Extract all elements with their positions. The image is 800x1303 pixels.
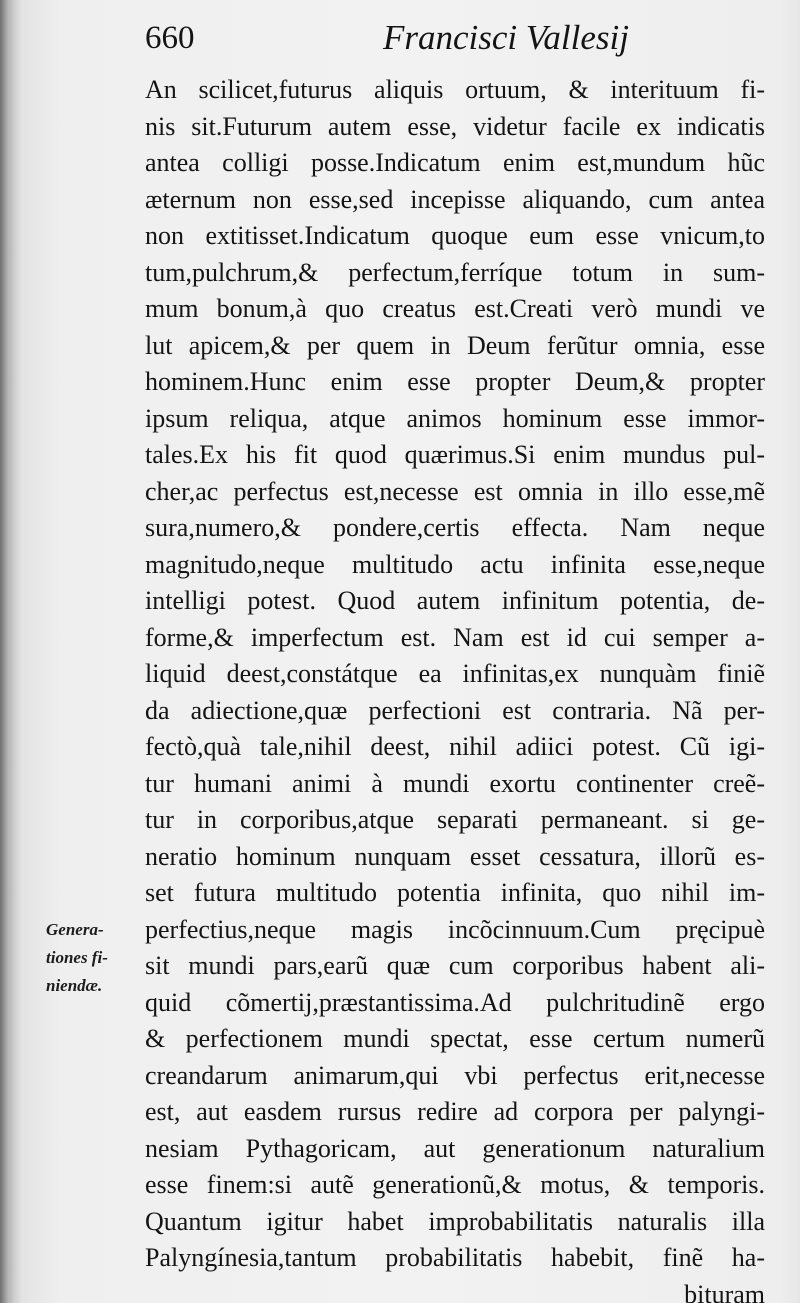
text-line: perfectius,neque magis incõcinnuum.Cum pręcipuè <box>145 914 765 944</box>
text-line: cher,ac perfectus est,necesse est omnia in illo esse,mẽ <box>145 476 765 506</box>
text-line: esse finem:si autẽ generationũ,& motus, & temporis. <box>145 1170 765 1199</box>
text-line: non extitisset.Indicatum quoque eum esse vnicum,to <box>145 221 765 250</box>
text-line: liquid deest,constátque ea infinitas,ex nunquàm finiẽ <box>145 659 765 688</box>
text-line: creandarum animarum,qui vbi perfectus erit,necesse <box>145 1060 765 1090</box>
text-line: Quantum igitur habet improbabilitatis naturalis illa <box>145 1206 765 1236</box>
text-line: antea colligi posse.Indicatum enim est,mundum hũc <box>145 148 765 177</box>
text-line: æternum non esse,sed incepisse aliquando, cum antea <box>145 184 765 214</box>
text-line: tur in corporibus,atque separati permaneant. si ge- <box>145 805 765 834</box>
margin-note-line: Genera- <box>46 920 104 939</box>
text-line: set futura multitudo potentia infinita, quo nihil im- <box>145 878 765 907</box>
margin-note <box>46 916 142 1000</box>
running-head: Francisci Vallesij <box>383 18 629 57</box>
text-line: intelligi potest. Quod autem infinitum potentia, de- <box>145 586 765 615</box>
text-line: sit mundi pars,earũ quæ cum corporibus habent ali- <box>145 951 765 980</box>
text-line: est, aut easdem rursus redire ad corpora per palyngi- <box>145 1097 765 1126</box>
page-number: 660 <box>145 20 195 56</box>
text-line: ipsum reliqua, atque animos hominum esse immor- <box>145 403 765 433</box>
text-line: nis sit.Futurum autem esse, videtur facile ex indicatis <box>145 111 765 141</box>
text-line: da adiectione,quæ perfectioni est contraria. Nã per- <box>145 695 765 725</box>
text-line: nesiam Pythagoricam, aut generationum naturalium <box>145 1133 765 1163</box>
text-line: neratio hominum nunquam esset cessatura, illorũ es- <box>145 841 765 871</box>
text-line: & perfectionem mundi spectat, esse certum numerũ <box>145 1024 765 1053</box>
text-line: hominem.Hunc enim esse propter Deum,& propter <box>145 367 765 396</box>
text-line: quid cõmertij,præstantissima.Ad pulchritudinẽ ergo <box>145 987 765 1017</box>
text-line: tum,pulchrum,& perfectum,ferríque totum in sum- <box>145 257 765 287</box>
page-header <box>0 14 800 64</box>
page-binding-shadow <box>0 0 14 1303</box>
text-line: Palyngínesia,tantum probabilitatis habebit, finẽ ha- <box>145 1243 765 1272</box>
text-line: sura,numero,& pondere,certis effecta. Nam neque <box>145 513 765 542</box>
body-text <box>145 72 765 1303</box>
margin-note-line: niendæ. <box>46 976 103 995</box>
catchword: bituram <box>684 1279 765 1303</box>
text-line: magnitudo,neque multitudo actu infinita esse,neque <box>145 549 765 579</box>
text-line: forme,& imperfectum est. Nam est id cui semper a- <box>145 622 765 652</box>
text-line: An scilicet,futurus aliquis ortuum, & interituum fi- <box>145 75 765 104</box>
text-line: fectò,quà tale,nihil deest, nihil adiici potest. Cũ igi- <box>145 732 765 761</box>
text-line: tales.Ex his fit quod quærimus.Si enim mundus pul- <box>145 440 765 469</box>
text-line: tur humani animi à mundi exortu continenter creẽ- <box>145 768 765 798</box>
margin-note-line: tiones fi- <box>46 948 108 967</box>
text-line: mum bonum,à quo creatus est.Creati verò mundi ve <box>145 294 765 323</box>
text-line: lut apicem,& per quem in Deum ferũtur omnia, esse <box>145 330 765 360</box>
